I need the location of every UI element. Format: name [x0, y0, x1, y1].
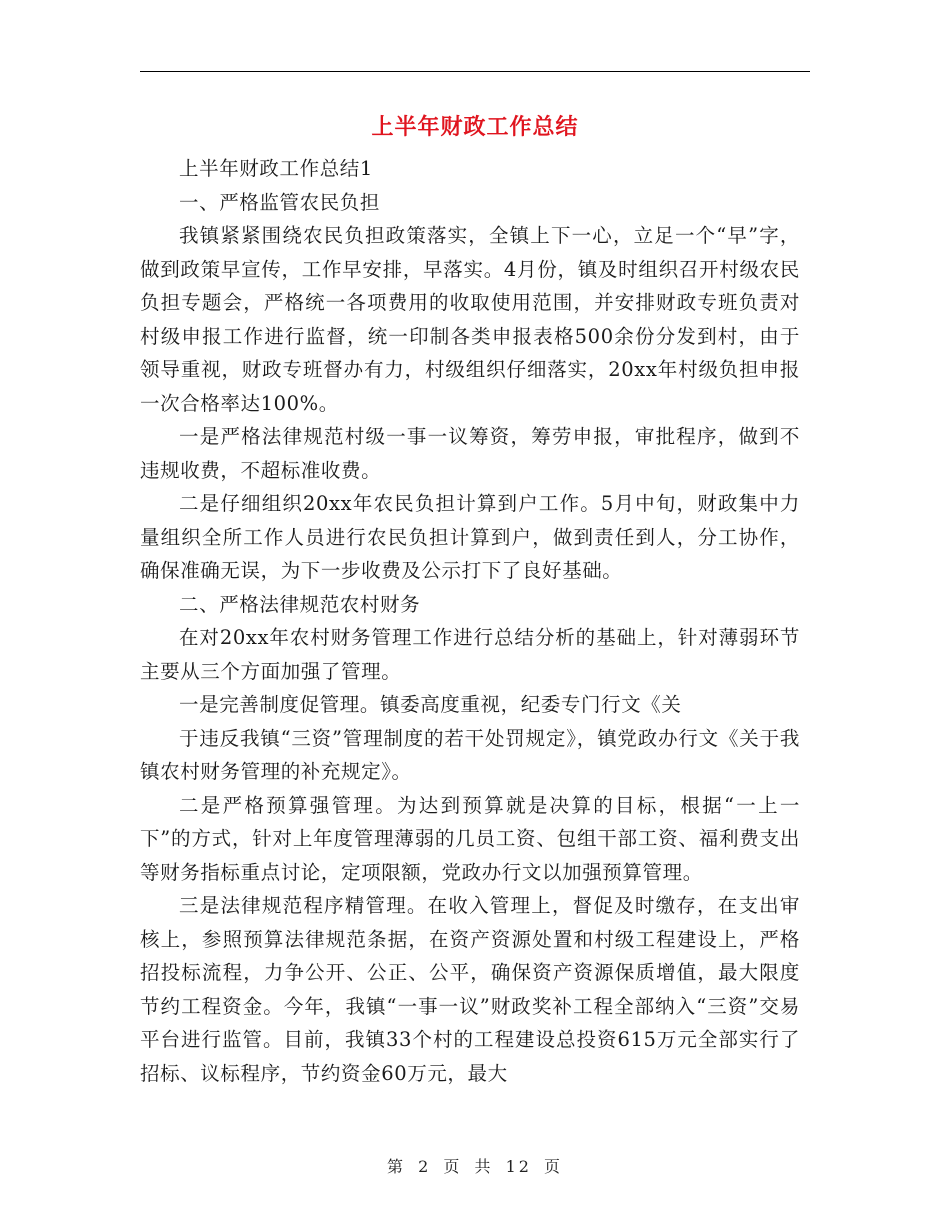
subsection-heading: 一、严格监管农民负担: [179, 190, 381, 214]
total-unit: 页: [544, 1157, 564, 1176]
paragraph: 在对20xx年农村财务管理工作进行总结分析的基础上，针对薄弱环节主要从三个方面加强了管理。: [140, 626, 800, 683]
paragraph: 三是法律规范程序精管理。在收入管理上，督促及时缴存，在支出审核上，参照预算法律规范条据，在资产资源处置和村级工程建设上，严格招投标流程，力争公开、公正、公平，确保资产资源保质增值，最大限度节约工程资金。今年，我镇“一事一议”财政奖补工程全部纳入“三资”交易平台进行监管。目前，我镇33个村的工程建设总投资615万元全部实行了招标、议标程序，节约资金60万元，最大: [140, 894, 800, 1085]
paragraph: 我镇紧紧围绕农民负担政策落实，全镇上下一心，立足一个“早”字，做到政策早宣传，工作早安排，早落实。4月份，镇及时组织召开村级农民负担专题会，严格统一各项费用的收取使用范围，并安排财政专班负责对村级申报工作进行监督，统一印制各类申报表格500余份分发到村，由于领导重视，财政专班督办有力，村级组织仔细落实，20xx年村级负担申报一次合格率达100%。: [140, 224, 800, 415]
paragraph: 二是严格预算强管理。为达到预算就是决算的目标，根据“一上一下”的方式，针对上年度管理薄弱的几员工资、包组干部工资、福利费支出等财务指标重点讨论，定项限额，党政办行文以加强预算管理。: [140, 793, 800, 884]
paragraph: 二是仔细组织20xx年农民负担计算到户工作。5月中旬，财政集中力量组织全所工作人员进行农民负担计算到户，做到责任到人，分工协作，确保准确无误，为下一步收费及公示打下了良好基础。: [140, 492, 800, 582]
total-label: 共: [474, 1157, 494, 1176]
header-rule: [140, 71, 810, 72]
document-body: [140, 152, 800, 1090]
page-label: 第: [386, 1157, 406, 1176]
document-title: 上半年财政工作总结: [371, 115, 579, 140]
page-footer: [0, 1154, 950, 1177]
page-number: 2: [418, 1157, 432, 1176]
section-heading: 上半年财政工作总结1: [179, 157, 373, 180]
page-unit: 页: [443, 1157, 463, 1176]
paragraph: 一是完善制度促管理。镇委高度重视，纪委专门行文《关: [179, 693, 682, 716]
subsection-heading: 二、严格法律规范农村财务: [179, 592, 421, 616]
total-pages: 12: [505, 1157, 532, 1176]
paragraph: 一是严格法律规范村级一事一议筹资，筹劳申报，审批程序，做到不违规收费，不超标准收费。: [140, 425, 800, 482]
paragraph: 于违反我镇“三资”管理制度的若干处罚规定》，镇党政办行文《关于我镇农村财务管理的补充规定》。: [140, 726, 800, 783]
